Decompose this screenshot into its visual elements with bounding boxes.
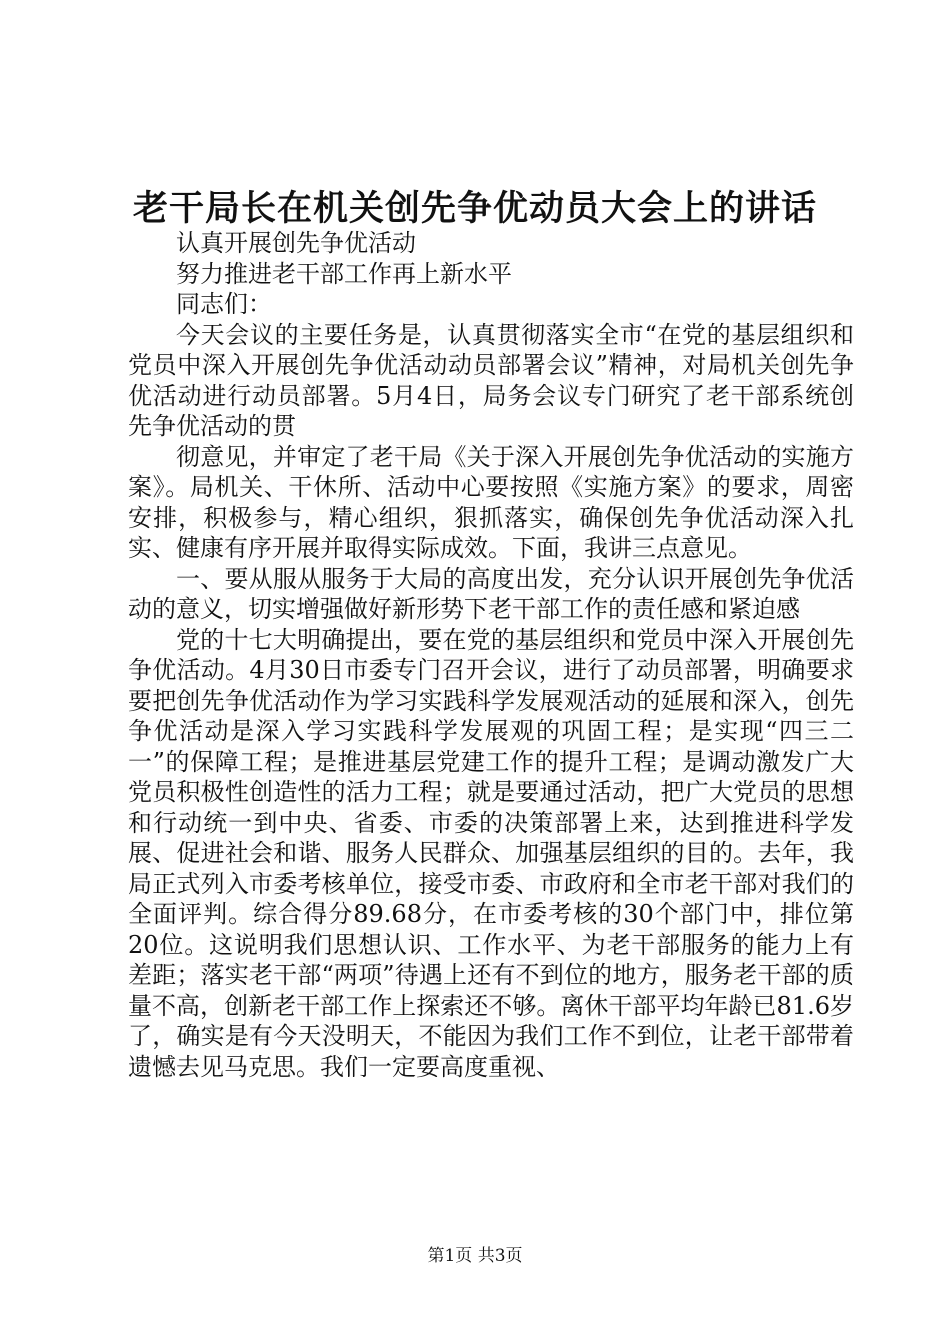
- section-heading-1: 一、要从服从服务于大局的高度出发，充分认识开展创先争优活动的意义，切实增强做好新形势下老干部工作的责任感和紧迫感: [128, 564, 854, 623]
- page-footer: 第1页 共3页: [427, 1246, 523, 1266]
- paragraph-2: 彻意见，并审定了老干局《关于深入开展创先争优活动的实施方案》。局机关、干休所、活动中心要按照《实施方案》的要求，周密安排，积极参与，精心组织，狠抓落实，确保创先争优活动深入扎实、健康有序开展并取得实际成效。下面，我讲三点意见。: [128, 442, 854, 562]
- salutation: 同志们：: [176, 290, 272, 318]
- paragraph-1: 今天会议的主要任务是，认真贯彻落实全市“在党的基层组织和党员中深入开展创先争优活动动员部署会议”精神，对局机关创先争优活动进行动员部署。5月4日，局务会议专门研究了老干部系统创先争优活动的贯: [128, 320, 854, 440]
- document-body: [128, 228, 854, 1082]
- subtitle-line-2: 努力推进老干部工作再上新水平: [176, 259, 512, 288]
- document-title: 老干局长在机关创先争优动员大会上的讲话: [132, 188, 817, 229]
- subtitle-line-1: 认真开展创先争优活动: [176, 229, 416, 257]
- paragraph-3: 党的十七大明确提出，要在党的基层组织和党员中深入开展创先争优活动。4月30日市委专门召开会议，进行了动员部署，明确要求要把创先争优活动作为学习实践科学发展观活动的延展和深入，创先争优活动是深入学习实践科学发展观的巩固工程；是实现“四三二一”的保障工程；是推进基层党建工作的提升工程；是调动激发广大党员积极性创造性的活力工程；就是要通过活动，把广大党员的思想和行动统一到中央、省委、市委的决策部署上来，达到推进科学发展、促进社会和谐、服务人民群众、加强基层组织的目的。去年，我局正式列入市委考核单位，接受市委、市政府和全市老干部对我们的全面评判。综合得分89.68分，在市委考核的30个部门中，排位第20位。这说明我们思想认识、工作水平、为老干部服务的能力上有差距；落实老干部“两项”待遇上还有不到位的地方，服务老干部的质量不高，创新老干部工作上探索还不够。离休干部平均年龄已81.6岁了，确实是有今天没明天，不能因为我们工作不到位，让老干部带着遗憾去见马克思。我们一定要高度重视、: [128, 625, 854, 1081]
